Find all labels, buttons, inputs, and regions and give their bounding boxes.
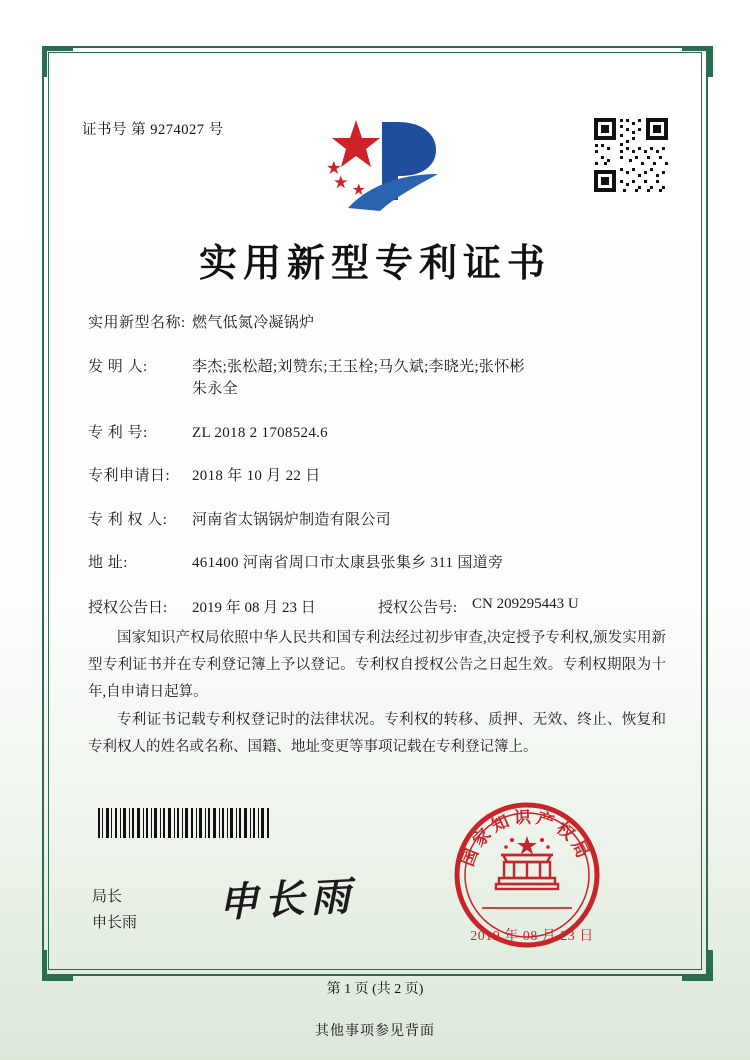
legal-paragraph-1: 国家知识产权局依照中华人民共和国专利法经过初步审查,决定授予专利权,颁发实用新型专利证书并在专利登记簿上予以登记。专利权自授权公告之日起生效。专利权期限为十年,自申请日起算。 xyxy=(88,630,666,700)
field-row-grant xyxy=(88,596,668,617)
field-value-patentee: 河南省太锅锅炉制造有限公司 xyxy=(192,511,391,528)
seal-date: 2019 年 08 月 23 日 xyxy=(470,929,594,944)
legal-text-block xyxy=(88,625,666,763)
field-value-application-date: 2018 年 10 月 22 日 xyxy=(192,468,321,484)
certificate-number: 证书号 第 9274027 号 xyxy=(82,122,224,138)
field-group-grant-number xyxy=(378,596,579,617)
field-group-grant-date xyxy=(88,596,378,617)
field-label-inventor: 发 明 人: xyxy=(88,358,148,375)
field-row-address xyxy=(88,552,668,575)
field-row-inventor xyxy=(88,356,668,401)
field-value-grant-number: CN 209295443 U xyxy=(472,595,579,612)
field-row-patent-number xyxy=(88,422,668,445)
corner-accent-bottom-left xyxy=(42,950,73,981)
qr-code-icon xyxy=(592,116,670,194)
signature-name: 申长雨 xyxy=(92,915,138,932)
field-label-name: 实用新型名称: xyxy=(88,315,186,331)
handwritten-signature: 申长雨 xyxy=(217,872,358,927)
field-row-application-date xyxy=(88,465,668,488)
field-list xyxy=(88,312,668,621)
footer-note: 其他事项参见背面 xyxy=(315,1024,435,1039)
signature-block xyxy=(92,884,137,937)
field-row-name xyxy=(88,312,668,335)
svg-text:国家知识产权局: 国家知识产权局 xyxy=(458,807,595,869)
corner-accent-top-right xyxy=(682,46,713,77)
field-value-patent-number: ZL 2018 2 1708524.6 xyxy=(192,424,328,441)
field-label-grant-number: 授权公告号: xyxy=(378,599,458,616)
field-label-patent-number: 专 利 号: xyxy=(88,424,148,441)
inventor-line-2: 朱永全 xyxy=(192,381,238,397)
corner-accent-top-left xyxy=(42,46,73,77)
page-number: 第 1 页 (共 2 页) xyxy=(326,982,424,997)
field-row-patentee xyxy=(88,509,668,532)
page-title: 实用新型专利证书 xyxy=(198,243,551,285)
inventor-line-1: 李杰;张松超;刘赞东;王玉栓;马久斌;李晓光;张怀彬 xyxy=(192,358,525,375)
field-label-application-date: 专利申请日: xyxy=(88,468,171,484)
signature-role: 局长 xyxy=(92,889,123,905)
cnipa-logo-icon xyxy=(318,112,448,217)
field-label-address: 地 址: xyxy=(88,555,128,571)
corner-accent-bottom-right xyxy=(682,950,713,981)
field-value-grant-date: 2019 年 08 月 23 日 xyxy=(192,599,316,616)
legal-paragraph-2: 专利证书记载专利权登记时的法律状况。专利权的转移、质押、无效、终止、恢复和专利权人的姓名或名称、国籍、地址变更等事项记载在专利登记簿上。 xyxy=(88,712,666,756)
field-value-address: 461400 河南省周口市太康县张集乡 311 国道旁 xyxy=(192,555,504,571)
field-value-name: 燃气低氮冷凝锅炉 xyxy=(192,315,315,331)
barcode-icon xyxy=(98,808,270,838)
field-label-patentee: 专 利 权 人: xyxy=(88,511,168,528)
field-value-inventor xyxy=(192,356,668,401)
field-label-grant-date: 授权公告日: xyxy=(88,599,168,616)
